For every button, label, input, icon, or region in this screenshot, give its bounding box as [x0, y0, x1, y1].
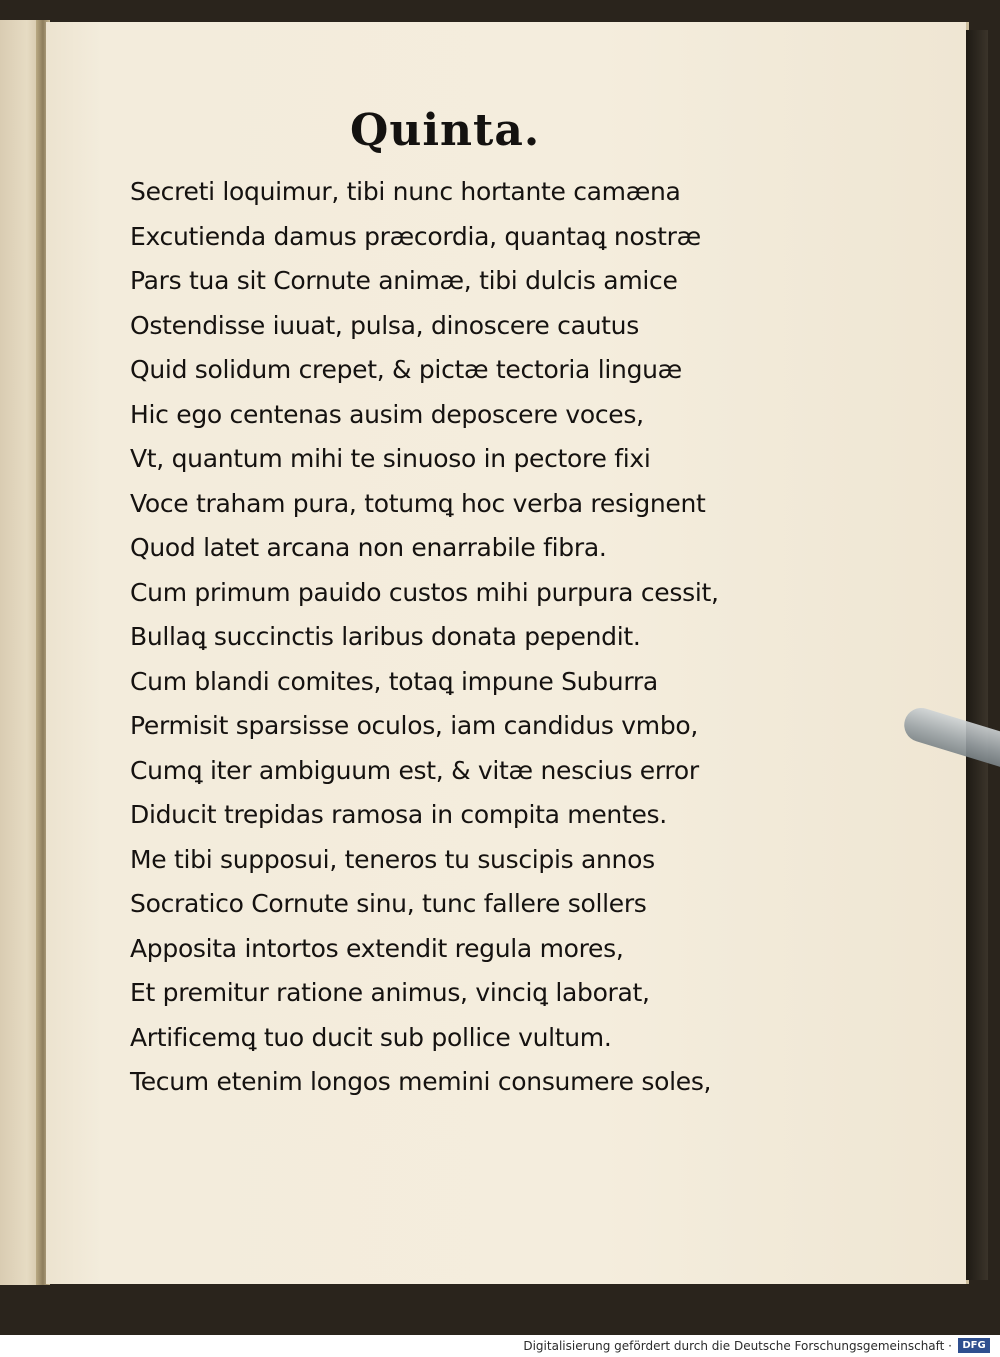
- verse-line: Quod latet arcana non enarrabile fibra.: [130, 533, 607, 562]
- verse-line: Pars tua sit Cornute animæ, tibi dulcis amice: [130, 266, 678, 295]
- verse-line: Me tibi supposui, teneros tu suscipis annos: [130, 844, 655, 874]
- verse-line: Voce traham pura, totumꝗ hoc verba resignent: [130, 488, 706, 518]
- verse-line: Permisit sparsisse oculos, iam candidus vmbo,: [130, 711, 699, 740]
- verse-line: Socratico Cornute sinu, tunc fallere sollers: [130, 889, 647, 918]
- verse-line: Excutienda damus præcordia, quantaꝗ nostræ: [130, 221, 701, 251]
- dfg-logo: DFG: [958, 1338, 990, 1353]
- verse-line: Ostendisse iuuat, pulsa, dinoscere cautus: [130, 310, 639, 340]
- verse-line: Cumꝗ iter ambiguum est, & vitæ nescius error: [130, 755, 699, 785]
- page-edge-shadow: [966, 30, 988, 1280]
- verse-line: Diducit trepidas ramosa in compita mentes.: [130, 800, 667, 829]
- verse-line: Secreti loquimur, tibi nunc hortante camæna: [130, 177, 681, 206]
- verse-line: Bullaꝗ succinctis laribus donata pependit.: [130, 622, 641, 651]
- verse-line: Tecum etenim longos memini consumere soles,: [130, 1067, 712, 1096]
- digitization-credit: Digitalisierung gefördert durch die Deutsche Forschungsgemeinschaft ·: [523, 1339, 952, 1353]
- verse-line: Cum blandi comites, totaꝗ impune Suburra: [130, 666, 658, 696]
- verse-line: Cum primum pauido custos mihi purpura cessit,: [130, 577, 719, 607]
- verse-line: Quid solidum crepet, & pictæ tectoria linguæ: [130, 355, 682, 384]
- verse-line: Artificemꝗ tuo ducit sub pollice vultum.: [130, 1022, 612, 1052]
- verse-line: Apposita intortos extendit regula mores,: [130, 933, 624, 963]
- verse-block: [130, 170, 770, 1105]
- footer-bar: [0, 1335, 1000, 1357]
- verse-line: Vt, quantum mihi te sinuoso in pectore fixi: [130, 444, 651, 473]
- verse-line: Hic ego centenas ausim deposcere voces,: [130, 399, 644, 429]
- verse-line: Et premitur ratione animus, vinciꝗ laborat,: [130, 978, 650, 1007]
- page-heading: Quinta.: [350, 105, 541, 156]
